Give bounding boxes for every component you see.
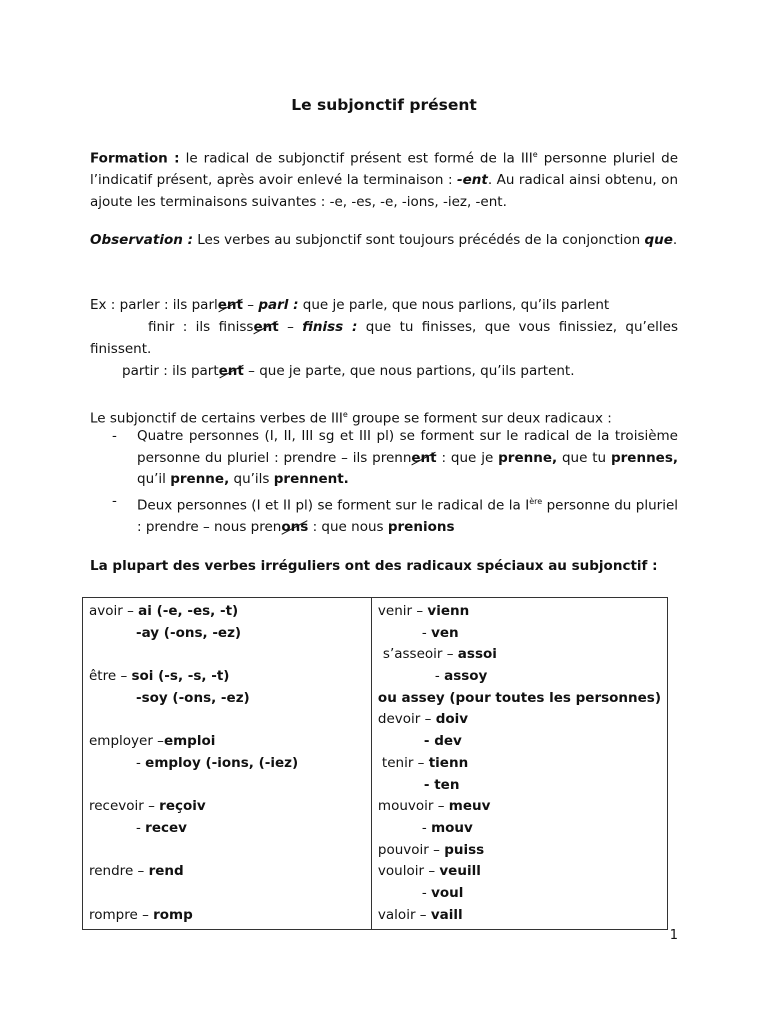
table-row: - dev [423, 733, 462, 750]
struck-ending: ent [218, 363, 244, 379]
table-row: ou assey (pour toutes les personnes) [377, 689, 661, 706]
example-parler: Ex : parler : ils parlent – parl : que je parle, que nous parlions, qu’ils parlent [90, 297, 610, 313]
table-row: avoir – ai (-e, -es, -t) [89, 603, 239, 619]
table-row: tenir – tienn [381, 754, 469, 771]
table-row: rendre – rend [89, 863, 184, 880]
struck-ending: ent [411, 449, 437, 466]
table-row: - assoy [434, 668, 488, 685]
page-number: 1 [669, 928, 678, 943]
page-title: Le subjonctif présent [291, 96, 477, 114]
formation-paragraph: Formation : le radical de subjonctif présent est formé de la IIIe personne pluriel de l’indicatif présent, après avoir enlevé la terminaison : -ent. Au radical ainsi obtenu, on ajoute les terminaisons suivantes : -e, -es, -e, -ions, -iez, -ent. [90, 150, 678, 210]
table-row: mouvoir – meuv [377, 798, 491, 815]
table-row: - mouv [421, 819, 473, 836]
table-column-left [83, 598, 372, 930]
struck-ending: ent [217, 297, 243, 313]
observation-label: Observation : [90, 232, 193, 248]
table-row: rompre – romp [89, 906, 193, 923]
table-row: - ven [421, 624, 459, 641]
table-row: recevoir – reçoiv [89, 798, 206, 815]
table-row: - voul [421, 884, 464, 901]
two-radicals-intro: Le subjonctif de certains verbes de IIIe groupe se forment sur deux radicaux : [90, 410, 612, 427]
list-item: - Quatre personnes (I, II, III sg et III pl) se forment sur le radical de la troisième personne du pluriel : prendre – ils prennent : que je prenne, que tu prennes, qu’il prenne, qu’ils prennent. [112, 428, 679, 487]
table-row: employer –emploi [89, 733, 216, 750]
table-row: -ay (-ons, -ez) [136, 624, 242, 641]
table-row: -soy (-ons, -ez) [136, 689, 250, 706]
observation-paragraph: Observation : Les verbes au subjonctif sont toujours précédés de la conjonction que. [90, 232, 678, 248]
table-column-right [371, 598, 667, 930]
table-row: pouvoir – puiss [377, 841, 485, 858]
table-row: venir – vienn [377, 603, 470, 619]
table-row [89, 775, 365, 797]
table-row [89, 883, 365, 905]
table-row: - employ (-ions, (-iez) [136, 754, 299, 771]
table-row [89, 709, 365, 731]
irregular-heading: La plupart des verbes irréguliers ont des radicaux spéciaux au subjonctif : [90, 558, 658, 574]
example-finir: finir : ils finissent – finiss : que tu finisses, que vous finissiez, qu’elles finissent. [90, 319, 678, 357]
irregular-verbs-table [82, 597, 668, 930]
struck-ending: ent [253, 319, 279, 335]
two-radicals-list [90, 426, 678, 538]
table-row [89, 840, 365, 862]
table-row: être – soi (-s, -s, -t) [89, 668, 230, 685]
table-row: devoir – doiv [377, 711, 469, 728]
formation-label: Formation : [90, 150, 180, 167]
table-row: s’asseoir – assoi [382, 646, 497, 663]
table-row [89, 644, 365, 666]
table-row: - ten [423, 776, 460, 793]
table-row: - recev [136, 819, 187, 836]
table-row: vouloir – veuill [377, 863, 481, 880]
struck-ending: ons [281, 518, 309, 535]
list-item: - Deux personnes (I et II pl) se forment sur le radical de la Ière personne du pluriel : prendre – nous prenons : que nous prenions [112, 492, 678, 535]
ending-ent: -ent [457, 172, 488, 188]
example-partir: partir : ils partent – que je parte, que nous partions, qu’ils partent. [122, 363, 575, 379]
table-row: valoir – vaill [377, 906, 463, 923]
